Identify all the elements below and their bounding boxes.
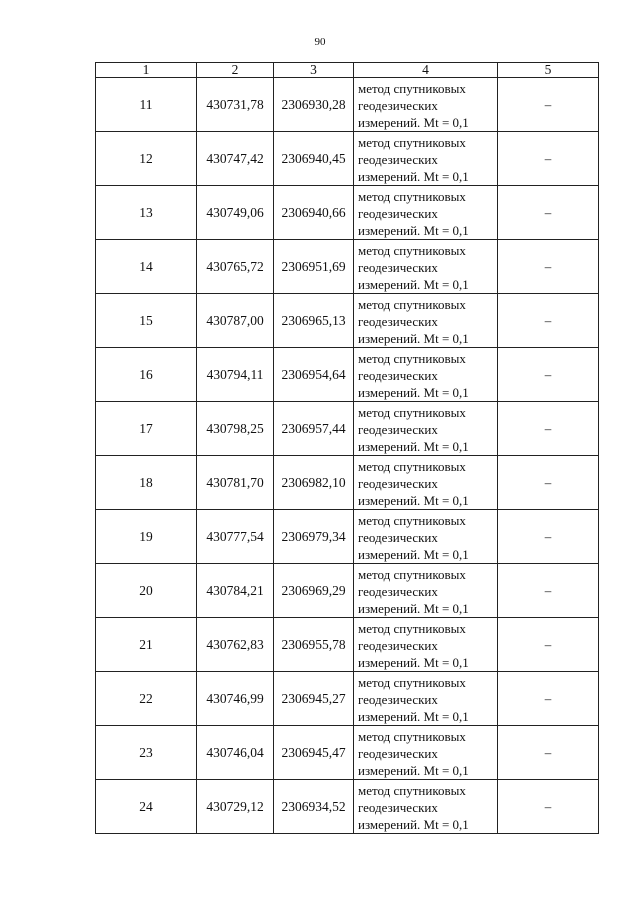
x-coordinate-cell: 430777,54 bbox=[197, 510, 274, 564]
x-coordinate-cell: 430794,11 bbox=[197, 348, 274, 402]
note-cell: – bbox=[498, 78, 599, 132]
point-number-cell: 22 bbox=[96, 672, 197, 726]
point-number-cell: 17 bbox=[96, 402, 197, 456]
coordinates-table bbox=[95, 62, 599, 834]
note-cell: – bbox=[498, 510, 599, 564]
y-coordinate-cell: 2306982,10 bbox=[274, 456, 354, 510]
table-row bbox=[96, 132, 599, 186]
table-row bbox=[96, 240, 599, 294]
table-body bbox=[96, 78, 599, 834]
x-coordinate-cell: 430746,99 bbox=[197, 672, 274, 726]
note-cell: – bbox=[498, 456, 599, 510]
method-cell: метод спутниковых геодезических измерений. Mt = 0,1 bbox=[354, 672, 498, 726]
point-number-cell: 12 bbox=[96, 132, 197, 186]
method-cell: метод спутниковых геодезических измерений. Mt = 0,1 bbox=[354, 186, 498, 240]
point-number-cell: 24 bbox=[96, 780, 197, 834]
x-coordinate-cell: 430746,04 bbox=[197, 726, 274, 780]
method-cell: метод спутниковых геодезических измерений. Mt = 0,1 bbox=[354, 726, 498, 780]
method-cell: метод спутниковых геодезических измерений. Mt = 0,1 bbox=[354, 78, 498, 132]
x-coordinate-cell: 430749,06 bbox=[197, 186, 274, 240]
x-coordinate-cell: 430731,78 bbox=[197, 78, 274, 132]
x-coordinate-cell: 430798,25 bbox=[197, 402, 274, 456]
table-row bbox=[96, 186, 599, 240]
point-number-cell: 11 bbox=[96, 78, 197, 132]
note-cell: – bbox=[498, 564, 599, 618]
method-cell: метод спутниковых геодезических измерений. Mt = 0,1 bbox=[354, 780, 498, 834]
point-number-cell: 15 bbox=[96, 294, 197, 348]
y-coordinate-cell: 2306955,78 bbox=[274, 618, 354, 672]
table-row bbox=[96, 510, 599, 564]
table-row bbox=[96, 564, 599, 618]
header-row bbox=[96, 63, 599, 78]
y-coordinate-cell: 2306945,27 bbox=[274, 672, 354, 726]
y-coordinate-cell: 2306951,69 bbox=[274, 240, 354, 294]
note-cell: – bbox=[498, 240, 599, 294]
x-coordinate-cell: 430784,21 bbox=[197, 564, 274, 618]
x-coordinate-cell: 430762,83 bbox=[197, 618, 274, 672]
y-coordinate-cell: 2306940,66 bbox=[274, 186, 354, 240]
x-coordinate-cell: 430729,12 bbox=[197, 780, 274, 834]
point-number-cell: 21 bbox=[96, 618, 197, 672]
y-coordinate-cell: 2306934,52 bbox=[274, 780, 354, 834]
method-cell: метод спутниковых геодезических измерений. Mt = 0,1 bbox=[354, 456, 498, 510]
table-row bbox=[96, 348, 599, 402]
table-row bbox=[96, 294, 599, 348]
y-coordinate-cell: 2306965,13 bbox=[274, 294, 354, 348]
table-row bbox=[96, 672, 599, 726]
y-coordinate-cell: 2306940,45 bbox=[274, 132, 354, 186]
x-coordinate-cell: 430765,72 bbox=[197, 240, 274, 294]
table-header bbox=[96, 63, 599, 78]
header-col-4: 4 bbox=[354, 63, 498, 78]
point-number-cell: 18 bbox=[96, 456, 197, 510]
y-coordinate-cell: 2306969,29 bbox=[274, 564, 354, 618]
note-cell: – bbox=[498, 618, 599, 672]
method-cell: метод спутниковых геодезических измерений. Mt = 0,1 bbox=[354, 510, 498, 564]
header-col-2: 2 bbox=[197, 63, 274, 78]
method-cell: метод спутниковых геодезических измерений. Mt = 0,1 bbox=[354, 294, 498, 348]
y-coordinate-cell: 2306930,28 bbox=[274, 78, 354, 132]
y-coordinate-cell: 2306957,44 bbox=[274, 402, 354, 456]
note-cell: – bbox=[498, 186, 599, 240]
y-coordinate-cell: 2306954,64 bbox=[274, 348, 354, 402]
header-col-3: 3 bbox=[274, 63, 354, 78]
note-cell: – bbox=[498, 132, 599, 186]
table-row bbox=[96, 780, 599, 834]
note-cell: – bbox=[498, 348, 599, 402]
table-row bbox=[96, 78, 599, 132]
point-number-cell: 19 bbox=[96, 510, 197, 564]
point-number-cell: 20 bbox=[96, 564, 197, 618]
header-col-5: 5 bbox=[498, 63, 599, 78]
table-row bbox=[96, 456, 599, 510]
note-cell: – bbox=[498, 672, 599, 726]
y-coordinate-cell: 2306979,34 bbox=[274, 510, 354, 564]
header-col-1: 1 bbox=[96, 63, 197, 78]
point-number-cell: 13 bbox=[96, 186, 197, 240]
method-cell: метод спутниковых геодезических измерений. Mt = 0,1 bbox=[354, 348, 498, 402]
x-coordinate-cell: 430781,70 bbox=[197, 456, 274, 510]
point-number-cell: 23 bbox=[96, 726, 197, 780]
method-cell: метод спутниковых геодезических измерений. Mt = 0,1 bbox=[354, 132, 498, 186]
table-row bbox=[96, 402, 599, 456]
page-number: 90 bbox=[314, 36, 326, 48]
x-coordinate-cell: 430787,00 bbox=[197, 294, 274, 348]
note-cell: – bbox=[498, 294, 599, 348]
method-cell: метод спутниковых геодезических измерений. Mt = 0,1 bbox=[354, 240, 498, 294]
y-coordinate-cell: 2306945,47 bbox=[274, 726, 354, 780]
note-cell: – bbox=[498, 726, 599, 780]
note-cell: – bbox=[498, 402, 599, 456]
method-cell: метод спутниковых геодезических измерений. Mt = 0,1 bbox=[354, 618, 498, 672]
table-row bbox=[96, 726, 599, 780]
x-coordinate-cell: 430747,42 bbox=[197, 132, 274, 186]
point-number-cell: 14 bbox=[96, 240, 197, 294]
method-cell: метод спутниковых геодезических измерений. Mt = 0,1 bbox=[354, 402, 498, 456]
table-row bbox=[96, 618, 599, 672]
point-number-cell: 16 bbox=[96, 348, 197, 402]
note-cell: – bbox=[498, 780, 599, 834]
method-cell: метод спутниковых геодезических измерений. Mt = 0,1 bbox=[354, 564, 498, 618]
